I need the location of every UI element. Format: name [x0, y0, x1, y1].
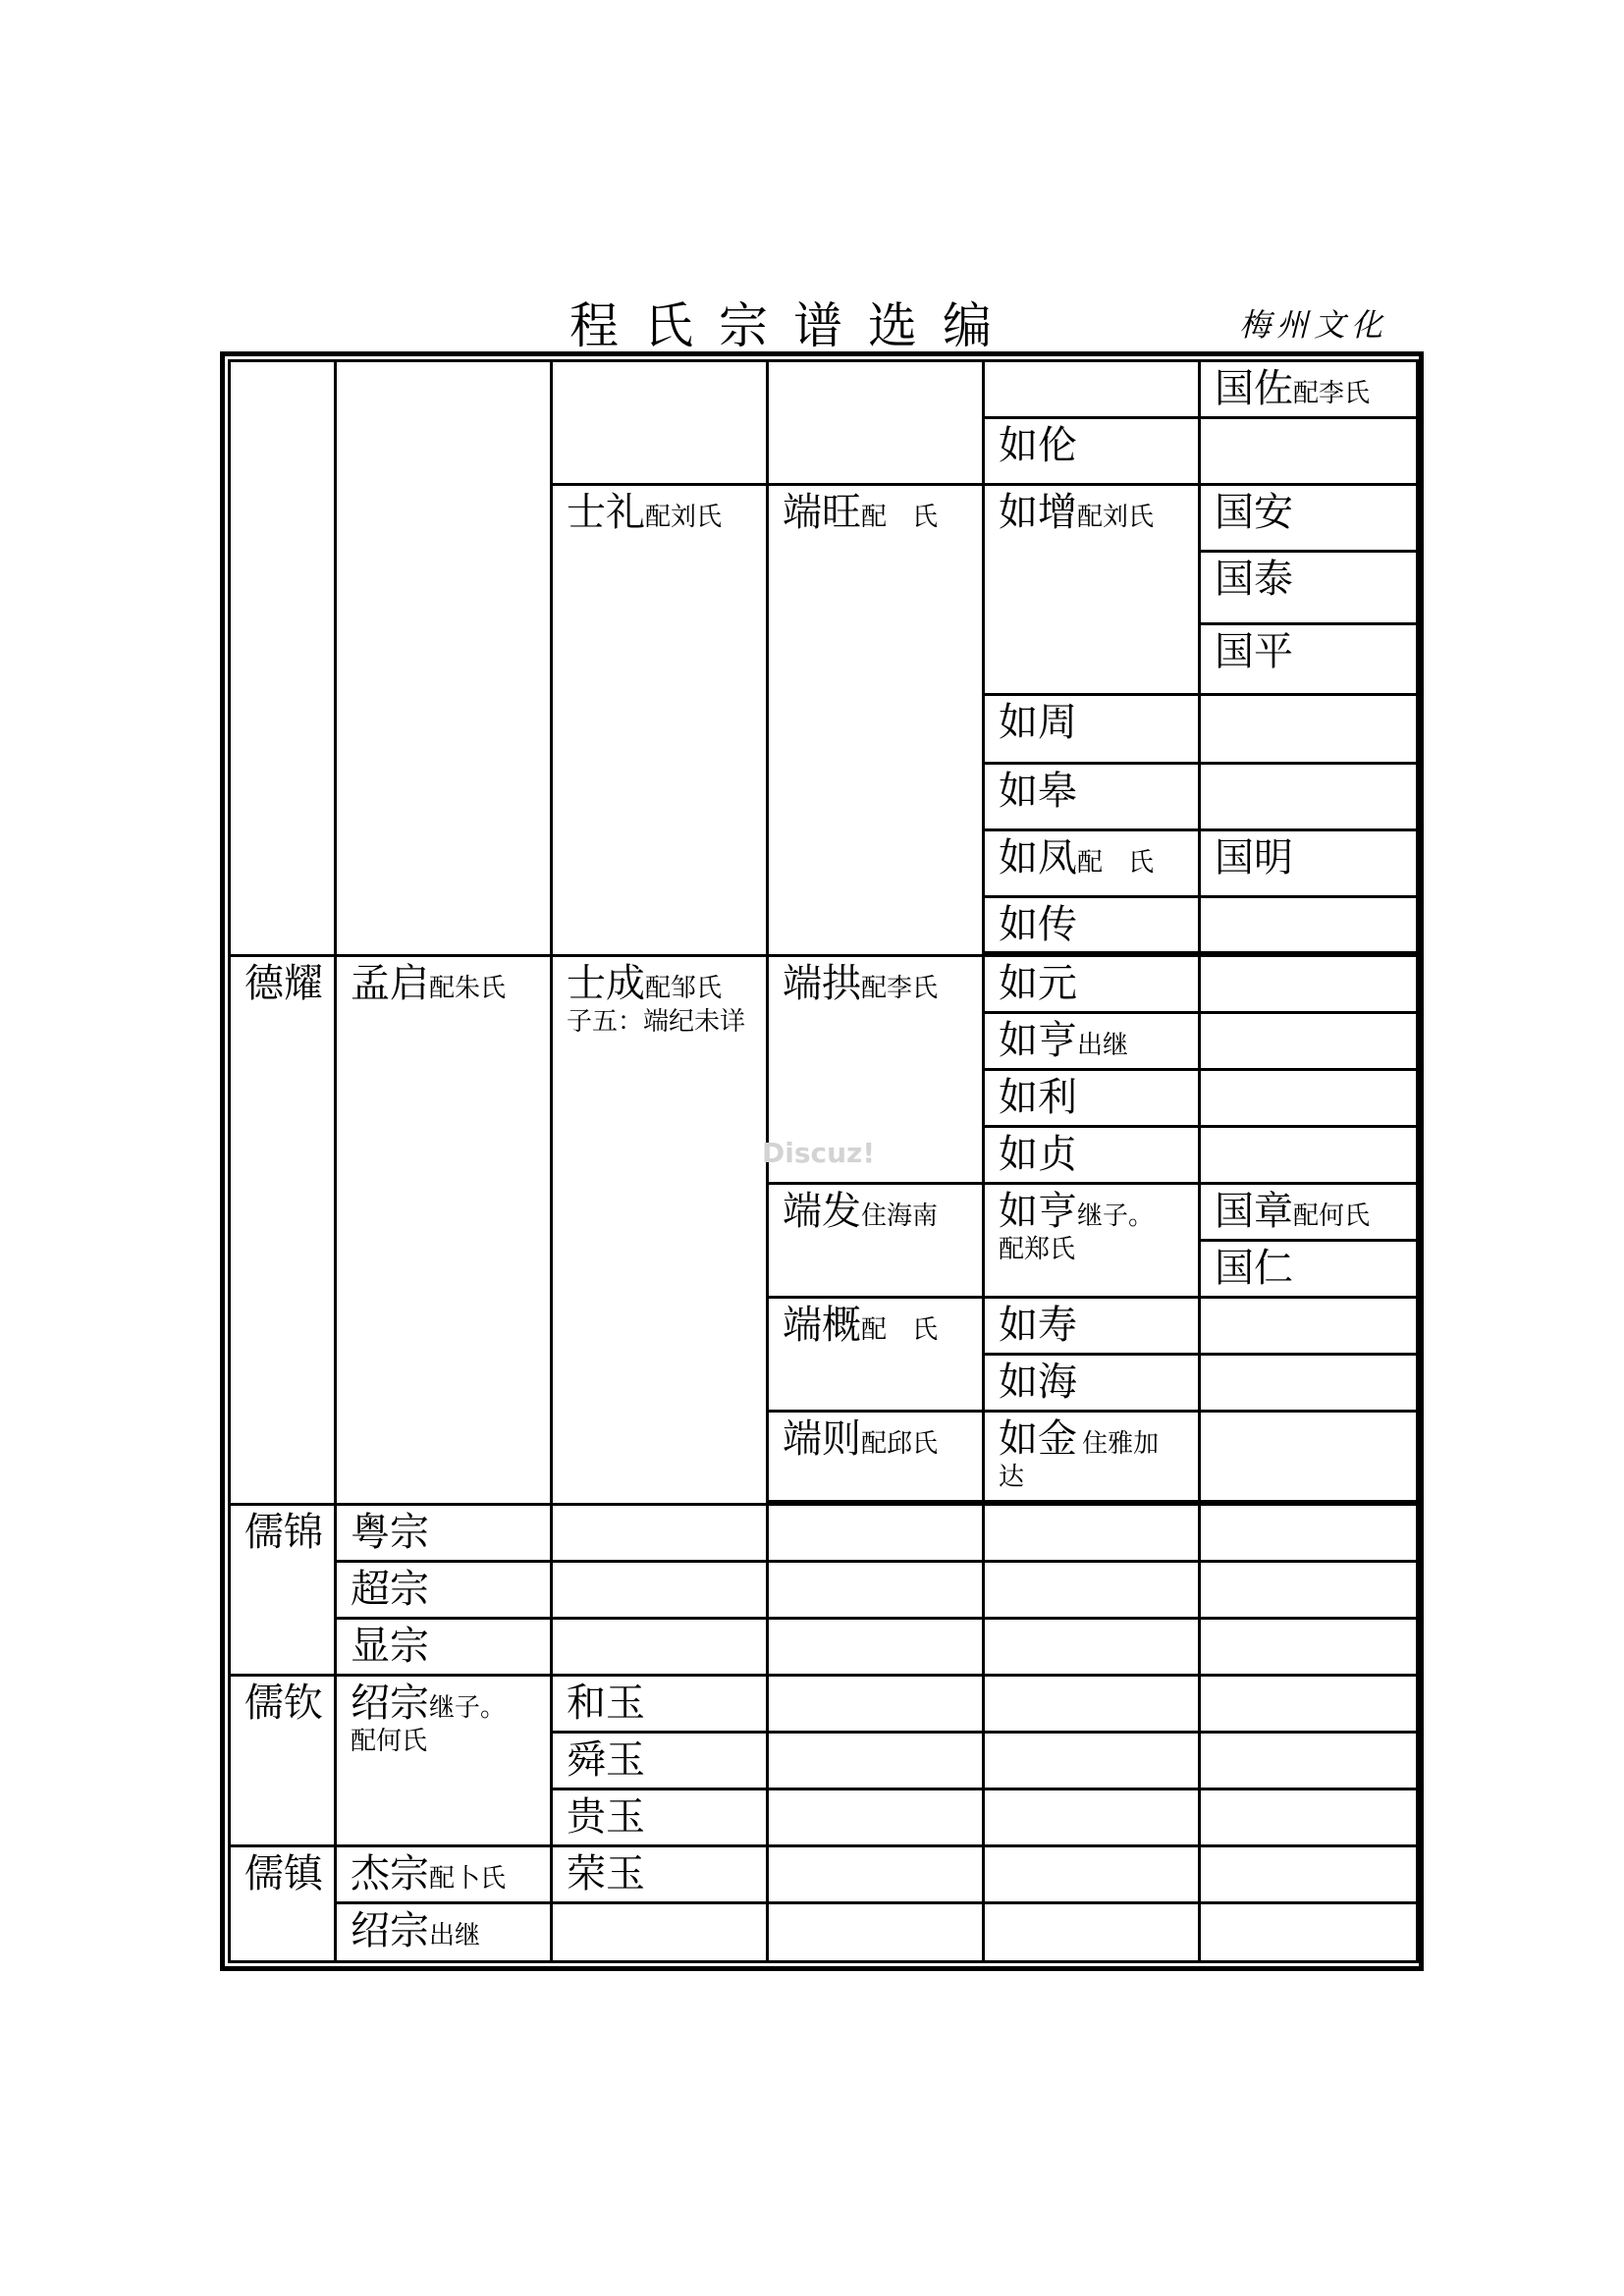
person-cell: [1200, 485, 1418, 552]
empty-cell: [1200, 695, 1418, 764]
person-note: 配 氏: [1077, 848, 1155, 878]
person-cell: [230, 1846, 336, 1962]
person-note: 配 氏: [861, 503, 939, 532]
person-cell: [552, 1789, 768, 1846]
person-name: 如利: [999, 1075, 1077, 1120]
person-cell: [984, 418, 1200, 485]
empty-cell: [1200, 956, 1418, 1013]
person-cell: [768, 1412, 984, 1502]
generation2-cell: [336, 361, 552, 956]
generation4-cell: [768, 361, 984, 485]
person-cell: [984, 897, 1200, 953]
person-cell: [1200, 830, 1418, 897]
person-name: 超宗: [351, 1567, 429, 1612]
person-name: 国平: [1215, 629, 1293, 674]
publisher-label: 梅州文化: [1239, 306, 1389, 344]
person-cell: [984, 1412, 1200, 1502]
person-name: 贵玉: [567, 1794, 645, 1840]
person-cell: [984, 830, 1200, 897]
person-name: 粤宗: [351, 1510, 429, 1555]
person-name: 如海: [999, 1360, 1077, 1405]
person-cell: [336, 956, 552, 1505]
person-cell: [768, 1184, 984, 1298]
person-cell: [1200, 552, 1418, 624]
person-name: 国仁: [1215, 1246, 1293, 1291]
person-name: 如寿: [999, 1303, 1077, 1348]
person-cell: [984, 1127, 1200, 1184]
person-cell: [1200, 1184, 1418, 1241]
person-name: 如伦: [999, 423, 1077, 468]
table-row: [230, 956, 1418, 1013]
person-note: 配李氏: [861, 974, 939, 1003]
person-cell: [336, 1619, 552, 1676]
person-name: 端则: [783, 1416, 861, 1462]
person-note: 配 氏: [861, 1315, 939, 1345]
generation5-cell: [984, 361, 1200, 418]
empty-cell: [1200, 1070, 1418, 1127]
table-row: [230, 1676, 1418, 1733]
person-note: 配刘氏: [645, 503, 723, 532]
person-cell: [984, 1184, 1200, 1298]
table-row: [230, 361, 1418, 418]
person-cell: [336, 1505, 552, 1562]
person-name: 端旺: [783, 490, 861, 535]
person-cell: [336, 1562, 552, 1619]
person-note: 配朱氏: [429, 974, 507, 1003]
person-name: 孟启: [351, 961, 429, 1006]
generation3-cell: [552, 361, 768, 485]
person-cell: [984, 1070, 1200, 1127]
person-note: 配何氏: [1293, 1201, 1371, 1231]
person-name: 杰宗: [351, 1851, 429, 1896]
person-name: 端发: [783, 1189, 861, 1234]
person-name: 舜玉: [567, 1737, 645, 1783]
person-name: 国安: [1215, 490, 1293, 535]
person-name: 如贞: [999, 1132, 1077, 1177]
person-name: 国佐: [1215, 366, 1293, 411]
person-cell: [1200, 624, 1418, 695]
person-cell: [984, 956, 1200, 1013]
person-name: 绍宗: [351, 1908, 429, 1953]
person-cell: [336, 1676, 552, 1846]
table-row: [230, 1846, 1418, 1903]
empty-cell: [1200, 1298, 1418, 1355]
person-cell: [768, 1298, 984, 1412]
empty-cell: [1200, 897, 1418, 953]
table-row: [230, 1903, 1418, 1962]
person-note: 住海南: [861, 1201, 939, 1231]
person-name: 如元: [999, 961, 1077, 1006]
person-name: 如亨: [999, 1018, 1077, 1063]
person-name: 荣玉: [567, 1851, 645, 1896]
person-cell: [552, 485, 768, 956]
person-cell: [768, 485, 984, 956]
empty-cell: [1200, 1127, 1418, 1184]
person-note: 出继: [429, 1921, 481, 1950]
person-name: 和玉: [567, 1681, 645, 1726]
person-note: 子五：端纪未详: [567, 1007, 746, 1037]
person-name: 如增: [999, 490, 1077, 535]
person-cell: [336, 1846, 552, 1903]
person-cell: [552, 1676, 768, 1733]
person-cell: [1200, 1241, 1418, 1298]
person-name: 士成: [567, 961, 645, 1006]
person-cell: [984, 764, 1200, 830]
table-row: [230, 1505, 1418, 1562]
person-cell: [230, 956, 336, 1505]
person-name: 如皋: [999, 769, 1077, 814]
generation6-cell: [1200, 418, 1418, 485]
empty-cell: [1200, 1412, 1418, 1502]
person-name: 德耀: [244, 961, 323, 1006]
person-name: 国章: [1215, 1189, 1293, 1234]
person-cell: [552, 1733, 768, 1789]
person-name: 端概: [783, 1303, 861, 1348]
person-name: 如亨: [999, 1189, 1077, 1234]
person-note: 达: [999, 1463, 1025, 1492]
person-note: 配郑氏: [999, 1235, 1076, 1264]
person-cell: [230, 1505, 336, 1676]
person-note: 配李氏: [1293, 379, 1371, 408]
person-name: 如传: [999, 902, 1077, 947]
person-name: 端拱: [783, 961, 861, 1006]
person-cell: [984, 695, 1200, 764]
person-cell: [984, 485, 1200, 695]
empty-cell: [1200, 764, 1418, 830]
person-cell: [984, 1013, 1200, 1070]
empty-cell: [1200, 1013, 1418, 1070]
person-note: 配卜氏: [429, 1864, 507, 1894]
person-note: 配邹氏: [645, 974, 723, 1003]
person-name: 如周: [999, 700, 1077, 745]
person-note: 配刘氏: [1077, 503, 1155, 532]
person-name: 儒镇: [244, 1851, 323, 1896]
person-cell: [552, 1846, 768, 1903]
person-name: 如凤: [999, 835, 1077, 881]
person-cell: [1200, 361, 1418, 418]
generation1-cell: [230, 361, 336, 956]
person-cell: [552, 956, 768, 1505]
person-note: 住雅加: [1082, 1429, 1160, 1459]
page-title: 程氏宗谱选编: [569, 297, 1017, 354]
person-note: 出继: [1077, 1031, 1129, 1060]
person-cell: [984, 1355, 1200, 1412]
person-name: 士礼: [567, 490, 645, 535]
person-name: 儒锦: [244, 1510, 323, 1555]
watermark-text: Discuz!: [762, 1137, 876, 1169]
empty-cell: [1200, 1355, 1418, 1412]
person-note: 配何氏: [351, 1727, 428, 1756]
person-note: 继子。: [1077, 1201, 1155, 1231]
table-row: [230, 1619, 1418, 1676]
person-name: 国明: [1215, 835, 1293, 881]
person-cell: [336, 1903, 552, 1962]
person-name: 儒钦: [244, 1681, 323, 1726]
person-name: 显宗: [351, 1624, 429, 1669]
person-name: 如金: [999, 1416, 1077, 1462]
person-name: 绍宗: [351, 1681, 429, 1726]
person-note: 配邱氏: [861, 1429, 939, 1459]
person-cell: [230, 1676, 336, 1846]
person-cell: [984, 1298, 1200, 1355]
person-note: 继子。: [429, 1693, 507, 1723]
person-name: 国泰: [1215, 557, 1293, 602]
table-row: [230, 1562, 1418, 1619]
